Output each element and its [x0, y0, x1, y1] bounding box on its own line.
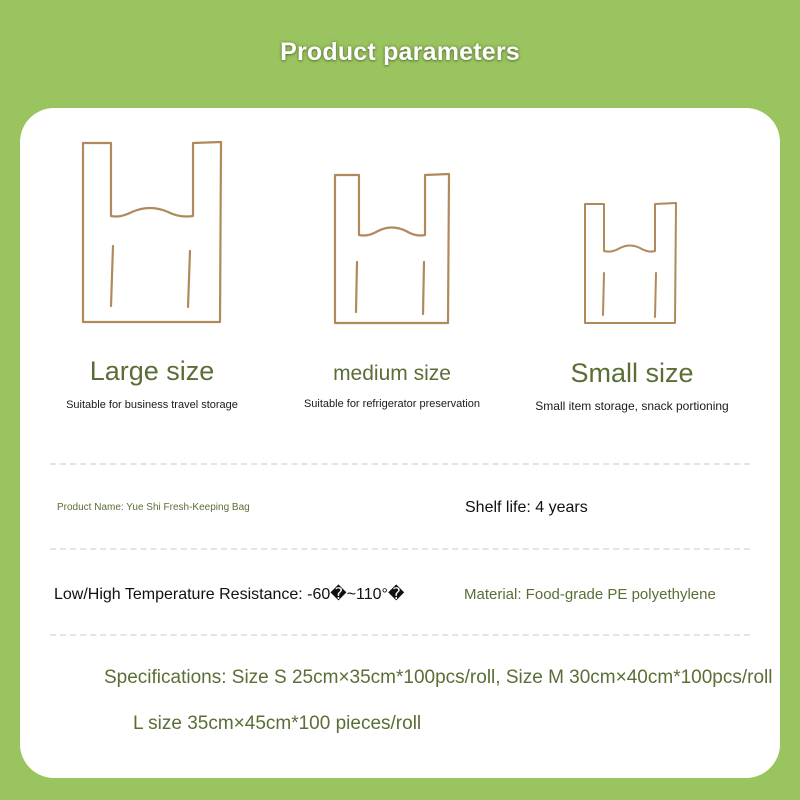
divider-3	[50, 634, 750, 636]
small-bag-icon	[582, 201, 680, 326]
large-bag-icon	[80, 140, 225, 325]
parameters-card	[20, 108, 780, 778]
divider-2	[50, 548, 750, 550]
temperature-resistance: Low/High Temperature Resistance: -60�~110°�	[54, 586, 405, 603]
small-size-label: Small size	[570, 358, 694, 388]
material: Material: Food-grade PE polyethylene	[464, 586, 716, 603]
medium-bag-icon	[332, 172, 452, 327]
medium-size-desc: Suitable for refrigerator preservation	[303, 398, 481, 410]
large-size-label: Large size	[89, 356, 215, 386]
small-size-desc: Small item storage, snack portioning	[535, 399, 729, 413]
product-name: Product Name: Yue Shi Fresh-Keeping Bag	[57, 502, 250, 513]
medium-size-label: medium size	[333, 362, 451, 385]
specifications-line-1: Specifications: Size S 25cm×35cm*100pcs/roll, Size M 30cm×40cm*100pcs/roll	[104, 667, 773, 688]
divider-1	[50, 463, 750, 465]
page-title: Product parameters	[280, 38, 520, 66]
large-size-desc: Suitable for business travel storage	[66, 399, 238, 411]
specifications-line-2: L size 35cm×45cm*100 pieces/roll	[133, 713, 422, 734]
shelf-life: Shelf life: 4 years	[465, 499, 588, 516]
